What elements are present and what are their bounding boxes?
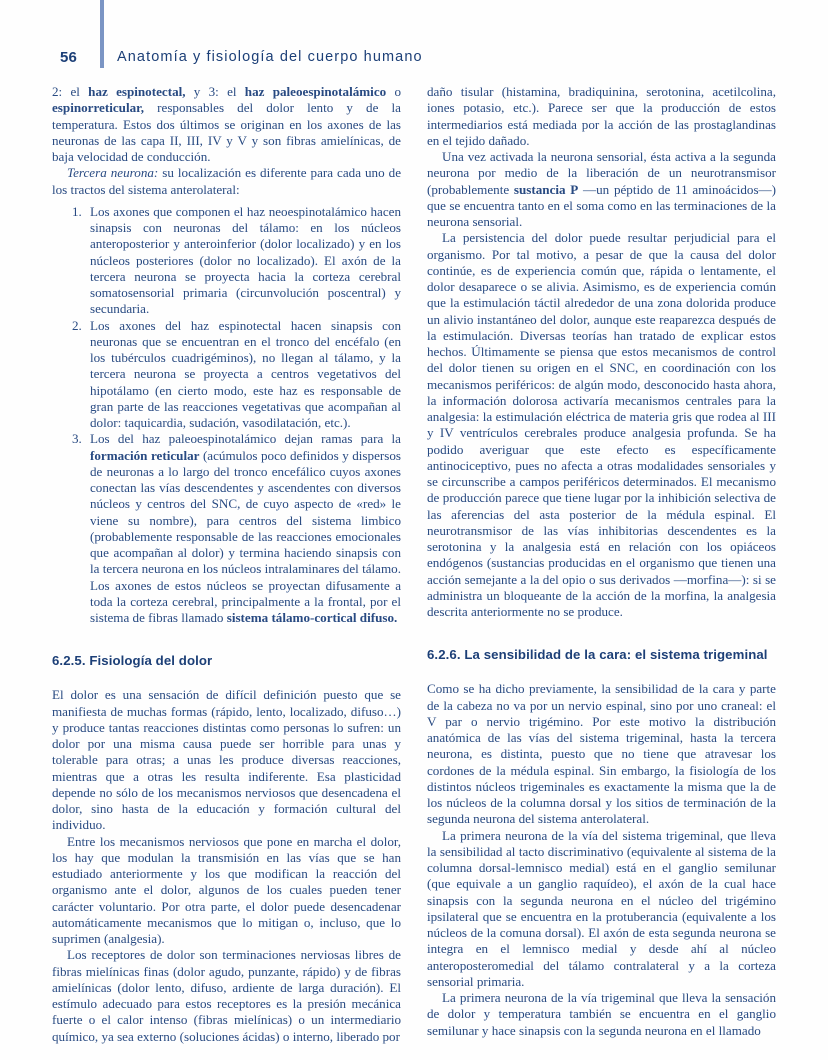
term-tercera-neurona: Tercera neurona: [67,165,159,181]
page-number: 56 [60,48,78,66]
book-title: Anatomía y fisiología del cuerpo humano [117,49,423,65]
text-fragment: o [386,84,401,99]
text-fragment: responsables del dolor lento y de la temperatura. Estos dos últimos se originan en los axones de las neuronas de las capa II, III, IV y V y son fibras amielínicas, de baja velocidad de conducción. [52,100,401,164]
paragraph-primera-neurona-tacto: La primera neurona de la vía del sistema trigeminal, que lleva la sensibilidad al tacto discriminativo (equivalente al sistema de la columna dorsal-lemnisco medial) está en el ganglio semilunar (que equivale a un ganglio raquídeo), el axón de la cual hace sinapsis con la segunda neurona en el núcleo del trigémino ipsilateral que se encuentra en la protuberancia (equivalente a los núcleos de la comuna dorsal). El axón de esta segunda neurona se integra en el lemnisco medial y desde ahí al núcleo anteroposteromedial del tálamo contralateral y a la corteza sensorial primaria. [427,827,776,989]
text-fragment: —un péptido de 11 aminoácidos—) que se encuentra tanto en el soma como en las terminaciones de la neurona sensorial. [427,181,777,229]
paragraph-mecanismos-nerviosos: Entre los mecanismos nerviosos que pone en marcha el dolor, los hay que modulan la transmisión en las vías que se han estudiado anteriormente y los que modifican la reacción del organismo ante el dolor, algunos de los cuales pueden tener carácter voluntario. Por otra parte, el dolor puede desencadenar automáticamente mecanismos que lo mitigan o, incluso, que lo suprimen (analgesia). [52,833,401,946]
paragraph-sustancia-p [427,149,776,230]
spacer [427,620,776,646]
spacer [52,669,401,687]
term-haz-espinotectal: haz espinotectal, [88,84,186,99]
list-item: Los axones del haz espinotectal hacen sinapsis con neuronas que se encuentran en el tronco del encéfalo (en los tubérculos cuadrigéminos), no llegan al tálamo, y la tercera neurona se proyecta a centros vegetativos del hipotálamo (en cierto modo, este haz es responsable de gran parte de las reacciones vegetativas que acompañan al dolor: taquicardia, sudación, vasodilatación, etc.). [90,317,401,430]
text-fragment: (acúmulos poco definidos y dispersos de neuronas a lo largo del tronco encefálico cuyos axones conectan las vías descendentes y ascendentes con diversos núcleos y centros del SNC, de cuyo aspecto de «red» le viene su nombre), para centros del sistema limbico (probablemente responsable de las reacciones emocionales que acompañan al dolor) y termina haciendo sinapsis con la tercera neurona en los núcleos intralaminares del tálamo. Los axones de estos núcleos se proyectan difusamente a toda la corteza cerebral, principalmente a la frontal, por el sistema de fibras llamado [90,447,401,625]
spacer [52,626,401,652]
tracts-list [52,204,401,627]
paragraph-primera-neurona-dolor: La primera neurona de la vía trigeminal que lleva la sensación de dolor y temperatura también se encuentra en el ganglio semilunar y hace sinapsis con la segunda neurona en el llamado [427,990,776,1038]
term-sustancia-p: sustancia P [513,181,579,197]
text-fragment: Los del haz paleoespinotalámico dejan ramas para la [90,431,401,447]
paragraph-definicion-dolor: El dolor es una sensación de difícil definición puesto que se manifiesta de muchas formas (rápido, lento, localizado, difuso…) y produce tantas reacciones distintas como personas lo sufren: un dolor por una misma causa puede ser horrible para unas y tolerable para otras; a unas les produce diversas reacciones, mientras que a otras les resulta indiferente. Esa plasticidad depende no sólo de los mecanismos nerviosos que desencadena el dolor, sino hasta de la educación y formación cultural del individuo. [52,687,401,833]
term-formacion-reticular: formación reticular [90,447,200,463]
text-fragment: 2: el [52,84,89,99]
paragraph-tracts [52,84,401,165]
right-column [427,84,777,1038]
paragraph-sensibilidad-cara: Como se ha dicho previamente, la sensibilidad de la cara y parte de la cabeza no va por un nervio espinal, sino por uno craneal: el V par o nervio trigémino. Por este motivo la distribución anatómica de las vías del sistema trigeminal, hasta la tercera neurona, es distinta, puesto que no tiene que atravesar los cordones de la médula espinal. Sin embargo, la fisiología de los distintos núcleos trigeminales es exactamente la misma que la de los núcleos de la columna dorsal y los sitios de terminación de la segunda neurona del sistema anterolateral. [427,681,776,827]
paragraph-tercera-neurona [52,165,401,198]
section-heading-6-2-5: 6.2.5. Fisiología del dolor [52,653,213,669]
paragraph-receptores-dolor: Los receptores de dolor son terminaciones nerviosas libres de fibras mielínicas finas (dolor agudo, punzante, rápido) y de fibras amielínicas (dolor lento, difuso, ardiente de larga duración). El estímulo adecuado para estos receptores es la presión mecánica fuerte o el calor intenso (fibras mielínicas) o un intermediario químico, ya sea externo (soluciones ácidas) o interno, liberado por [52,947,401,1044]
body-columns [52,84,777,1044]
spacer [427,663,776,681]
paragraph-persistencia-dolor: La persistencia del dolor puede resultar perjudicial para el organismo. Por tal motivo, a pesar de que la causa del dolor continúe, es de experiencia común que, rápida o lentamente, el dolor desaparece o se alivia. Asimismo, es de experiencia común que la estimulación táctil alrededor de una zona dolorida produce un alivio instantáneo del dolor, aunque este reaparezca después de la estimulación. Diversas teorías han tratado de explicar estos hechos. Últimamente se piensa que estos mecanismos de control del dolor tienen su origen en el SNC, en coordinación con los mecanismos periféricos: de algún modo, desconocido hasta ahora, la información dolorosa activaría mecanismos centrales para la analgesia: la estimulación eléctrica de materia gris que rodea al III y IV ventrículos cerebrales produce analgesia profunda. Se ha podido averiguar que este efecto es específicamente antinociceptivo, pues no afecta a otras modalidades sensoriales y se circunscribe a campos periféricos determinados. El mecanismo de producción parece que tiene lugar por la inhibición selectiva de las aferencias del asta posterior de la médula espinal. El neurotransmisor de las vías inhibitorias descendentes es la serotonina y la analgesia está en relación con los opiáceos endógenos (sustancias producidas en el organismo que tienen una acción semejante a la del opio o sus derivados —morfina—): si se administra un bloqueante de la acción de la morfina, la analgesia descrita anteriormente no se produce. [427,230,776,619]
list-item: Los axones que componen el haz neoespinotalámico hacen sinapsis con neuronas del tálamo: en los núcleos anteroposterior y anteroinferior (dolor localizado) y en los núcleos posteriores (dolor no localizado). El axón de la tercera neurona se proyecta hacia la corteza cerebral somatosensorial primaria (circunvolución poscentral) y secundaria. [90,203,401,317]
list-item [52,431,401,626]
paragraph-dano-tisular: daño tisular (histamina, bradiquinina, serotonina, acetilcolina, iones potasio, etc.). Parece ser que la producción de estos intermediarios está mediada por la acción de las prostaglandinas en el tejido dañado. [427,84,776,148]
left-column [52,84,401,1044]
header-divider-icon [100,48,103,66]
text-fragment: Una vez activada la neurona sensorial, ésta activa a la segunda neurona por medio de la liberación de un neurotransmisor (probablemente [427,149,776,197]
term-sistema-talamo-cortical: sistema tálamo-cortical difuso. [226,610,398,625]
text-fragment: y 3: el [185,84,245,99]
running-head [60,45,423,69]
term-haz-paleoespinotalamico: haz paleoespinotalámico [244,84,387,99]
section-heading-6-2-6: 6.2.6. La sensibilidad de la cara: el sistema trigeminal [427,647,768,663]
text-fragment: su localización es diferente para cada uno de los tractos del sistema anterolateral: [52,165,401,197]
term-espinorreticular: espinorreticular, [52,100,145,116]
